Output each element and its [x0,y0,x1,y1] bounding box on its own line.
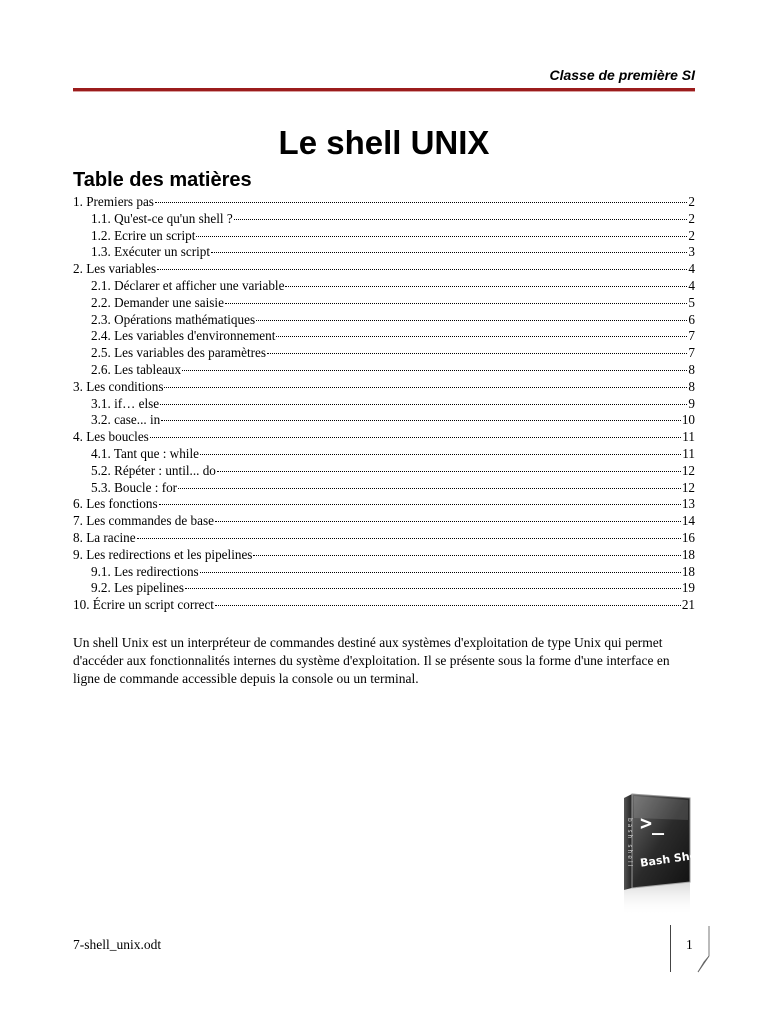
toc-entry-page: 10 [681,412,695,428]
toc-dot-leader [160,404,687,405]
toc-entry[interactable] [73,547,695,564]
page-corner-icon [696,926,710,974]
toc-entry-label: 2.4. Les variables d'environnement [91,328,276,344]
toc-dot-leader [182,370,687,371]
toc-entry-page: 16 [681,529,695,545]
toc-entry-page: 7 [688,328,695,344]
toc-entry[interactable] [73,278,695,295]
toc-dot-leader [137,538,681,539]
toc-entry-page: 3 [688,244,695,260]
toc-dot-leader [178,488,681,489]
toc-entry[interactable] [73,412,695,429]
toc-dot-leader [157,269,687,270]
toc-entry-label: 1.2. Ecrire un script [91,227,196,243]
toc-entry-label: 9.1. Les redirections [91,563,199,579]
toc-entry-page: 13 [681,496,695,512]
toc-dot-leader [161,420,681,421]
toc-entry[interactable] [73,513,695,530]
svg-text:bash shell: bash shell [626,818,633,869]
toc-dot-leader [200,454,681,455]
toc-entry-page: 12 [681,462,695,478]
toc-entry-label: 5.3. Boucle : for [91,479,178,495]
toc-entry[interactable] [73,446,695,463]
toc-entry[interactable] [73,194,695,211]
page-title: Le shell UNIX [278,124,490,161]
toc-entry-page: 2 [688,227,695,243]
toc-dot-leader [196,236,687,237]
toc-entry-label: 2.5. Les variables des paramètres [91,345,267,361]
toc-entry[interactable] [73,597,695,614]
footer-page-number: 1 [686,937,693,952]
toc-entry-label: 2.1. Déclarer et afficher une variable [91,277,285,293]
toc-dot-leader [185,588,681,589]
toc-entry-page: 9 [688,395,695,411]
toc-heading: Table des matières [73,169,252,191]
toc-entry-page: 18 [681,546,695,562]
toc-dot-leader [276,336,687,337]
toc-entry-page: 14 [681,513,695,529]
toc-entry-page: 8 [688,361,695,377]
toc-entry[interactable] [73,312,695,329]
toc-entry-page: 11 [682,445,695,461]
toc-entry-page: 5 [688,294,695,310]
toc-entry-label: 3.2. case... in [91,412,161,428]
toc-entry-page: 18 [681,563,695,579]
toc-entry[interactable] [73,379,695,396]
toc-entry-label: 9. Les redirections et les pipelines [73,546,253,562]
toc-dot-leader [225,303,687,304]
toc-entry-page: 19 [681,580,695,596]
toc-dot-leader [217,471,681,472]
toc-entry-label: 7. Les commandes de base [73,513,214,529]
toc-entry[interactable] [73,530,695,547]
toc-dot-leader [256,320,687,321]
toc-entry[interactable] [73,211,695,228]
toc-entry[interactable] [73,496,695,513]
toc-entry-page: 8 [688,378,695,394]
toc-entry-label: 2. Les variables [73,261,157,277]
toc-entry[interactable] [73,362,695,379]
toc-entry-label: 6. Les fonctions [73,496,158,512]
toc-entry-label: 2.3. Opérations mathématiques [91,311,256,327]
toc-dot-leader [253,555,680,556]
toc-dot-leader [200,572,681,573]
toc-entry[interactable] [73,328,695,345]
toc-entry-label: 2.6. Les tableaux [91,361,182,377]
toc-dot-leader [215,605,681,606]
toc-entry-label: 4. Les boucles [73,429,149,445]
toc-entry-label: 3. Les conditions [73,378,164,394]
header-class-label: Classe de première SI [549,67,695,83]
toc-entry-label: 8. La racine [73,529,136,545]
toc-dot-leader [267,353,687,354]
toc-entry-page: 2 [688,194,695,209]
toc-dot-leader [159,504,681,505]
toc-entry-label: 1.1. Qu'est-ce qu'un shell ? [91,210,233,226]
bash-prompt-glyph: >_ [640,811,665,835]
toc-dot-leader [211,252,687,253]
toc-entry-label: 3.1. if… else [91,395,160,411]
toc-entry-label: 1.3. Exécuter un script [91,244,211,260]
toc-entry[interactable] [73,564,695,581]
toc-entry[interactable] [73,295,695,312]
toc-dot-leader [155,202,687,203]
toc-entry-label: 10. Écrire un script correct [73,597,214,613]
toc-entry-label: 5.2. Répéter : until... do [91,462,216,478]
footer-divider [670,925,671,972]
toc-entry-page: 21 [681,597,695,613]
toc-dot-leader [164,387,687,388]
toc-entry[interactable] [73,429,695,446]
toc-entry-page: 7 [688,345,695,361]
footer-filename: 7-shell_unix.odt [73,937,162,952]
toc-entry-label: 9.2. Les pipelines [91,580,185,596]
toc-entry-page: 6 [688,311,695,327]
toc-entry-page: 12 [681,479,695,495]
intro-paragraph: Un shell Unix est un interpréteur de commandes destiné aux systèmes d'exploitation de type Unix qui permet d'accéder aux fonctionnalités internes du système d'exploitation. Il se présente sous la forme d'une interface en ligne de commande accessible depuis la console ou un terminal. [73,635,670,686]
toc-entry-page: 4 [688,277,695,293]
toc-entry[interactable] [73,244,695,261]
toc-entry[interactable] [73,345,695,362]
toc-entry[interactable] [73,396,695,413]
toc-dot-leader [215,521,681,522]
toc-entry-label: 4.1. Tant que : while [91,445,199,461]
bash-shell-icon [610,790,706,916]
toc-entry-label: 2.2. Demander une saisie [91,294,224,310]
bash-shell-label: Bash Shell [639,847,706,870]
toc-entry-page: 11 [682,429,695,445]
header-rule [73,88,695,92]
toc-entry-page: 2 [688,210,695,226]
toc-entry-label: 1. Premiers pas [73,194,154,209]
toc-entry[interactable] [73,261,695,278]
table-of-contents [73,194,695,614]
toc-dot-leader [285,286,687,287]
toc-entry[interactable] [73,228,695,245]
toc-entry-page: 4 [688,261,695,277]
toc-dot-leader [234,219,688,220]
toc-entry[interactable] [73,463,695,480]
toc-dot-leader [150,437,681,438]
toc-entry[interactable] [73,480,695,497]
toc-entry[interactable] [73,580,695,597]
